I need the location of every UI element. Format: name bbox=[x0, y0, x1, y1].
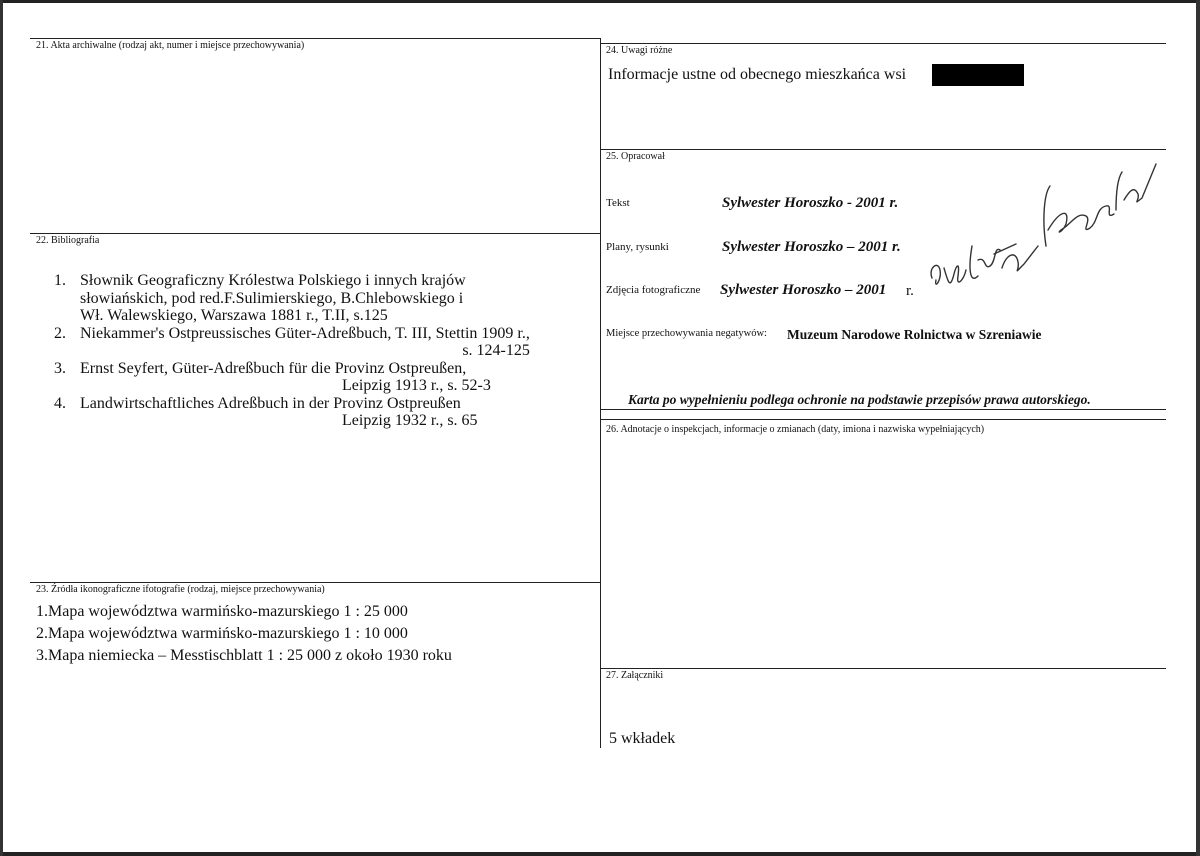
rule-24-top bbox=[600, 43, 1166, 44]
author-plans-key: Plany, rysunki bbox=[606, 241, 669, 253]
author-text-key: Tekst bbox=[606, 197, 630, 209]
iconography-item-3: 3.Mapa niemiecka – Messtischblatt 1 : 25 000 z około 1930 roku bbox=[36, 647, 452, 664]
bibliography-list bbox=[54, 272, 530, 430]
remarks-text: Informacje ustne od obecnego mieszkańca wsi bbox=[608, 66, 907, 83]
column-divider bbox=[600, 38, 601, 748]
negatives-storage-value: Muzeum Narodowe Rolnictwa w Szreniawie bbox=[787, 327, 1042, 342]
section-25-label: 25. Opracował bbox=[606, 151, 665, 162]
bibliography-item-3: 3. Ernst Seyfert, Güter-Adreßbuch für die Provinz Ostpreußen, Leipzig 1913 r., s. 52-3 bbox=[54, 359, 491, 394]
iconography-item-1: 1.Mapa województwa warmińsko-mazurskiego 1 : 25 000 bbox=[36, 603, 408, 620]
author-photos-suffix: r. bbox=[906, 283, 914, 299]
bibliography-item-1: 1. Słownik Geograficzny Królestwa Polskiego i innych krajów słowiańskich, pod red.F.Sulimierskiego, B.Chlebowskiego i Wł. Walewskiego, Warszawa 1881 r., T.II, s.125 bbox=[54, 272, 466, 324]
bibliography-item-4: 4. Landwirtschaftliches Adreßbuch in der Provinz Ostpreußen Leipzig 1932 r., s. 65 bbox=[54, 394, 478, 429]
scan-edge-right bbox=[1196, 0, 1200, 856]
author-photos-value: Sylwester Horoszko – 2001 bbox=[720, 282, 887, 298]
section-22-label: 22. Bibliografia bbox=[36, 235, 100, 246]
scan-edge-left bbox=[0, 0, 3, 856]
handwritten-signature bbox=[920, 150, 1160, 310]
negatives-storage-label: Miejsce przechowywania negatywów: bbox=[606, 328, 767, 339]
rule-27-top bbox=[600, 668, 1166, 669]
author-photos-key: Zdjęcia fotograficzne bbox=[606, 284, 701, 296]
author-text-value: Sylwester Horoszko - 2001 r. bbox=[722, 195, 899, 211]
scan-edge-bottom bbox=[0, 852, 1200, 856]
rule-22-top bbox=[30, 233, 600, 234]
rule-26-top bbox=[600, 419, 1166, 420]
bibliography-item-2: 2. Niekammer's Ostpreussisches Güter-Adreßbuch, T. III, Stettin 1909 r., s. 124-125 bbox=[54, 324, 530, 359]
section-26-label: 26. Adnotacje o inspekcjach, informacje o zmianach (daty, imiona i nazwiska wypełniających) bbox=[606, 424, 985, 435]
section-23-label: 23. Źródła ikonograficzne ifotografie (rodzaj, miejsce przechowywania) bbox=[36, 584, 325, 595]
section-24-label: 24. Uwagi różne bbox=[606, 45, 673, 56]
section-27-label: 27. Załączniki bbox=[606, 670, 664, 681]
author-plans-value: Sylwester Horoszko – 2001 r. bbox=[722, 239, 901, 255]
iconography-item-2: 2.Mapa województwa warmińsko-mazurskiego 1 : 10 000 bbox=[36, 625, 408, 642]
copyright-notice: Karta po wypełnieniu podlega ochronie na podstawie przepisów prawa autorskiego. bbox=[628, 392, 1091, 407]
rule-21-top bbox=[30, 38, 600, 39]
scan-edge-top bbox=[0, 0, 1200, 3]
attachments-text: 5 wkładek bbox=[609, 730, 676, 747]
redaction-box bbox=[932, 64, 1024, 86]
rule-25-bottom bbox=[600, 409, 1166, 410]
section-21-label: 21. Akta archiwalne (rodzaj akt, numer i miejsce przechowywania) bbox=[36, 40, 305, 51]
rule-23-top bbox=[30, 582, 600, 583]
